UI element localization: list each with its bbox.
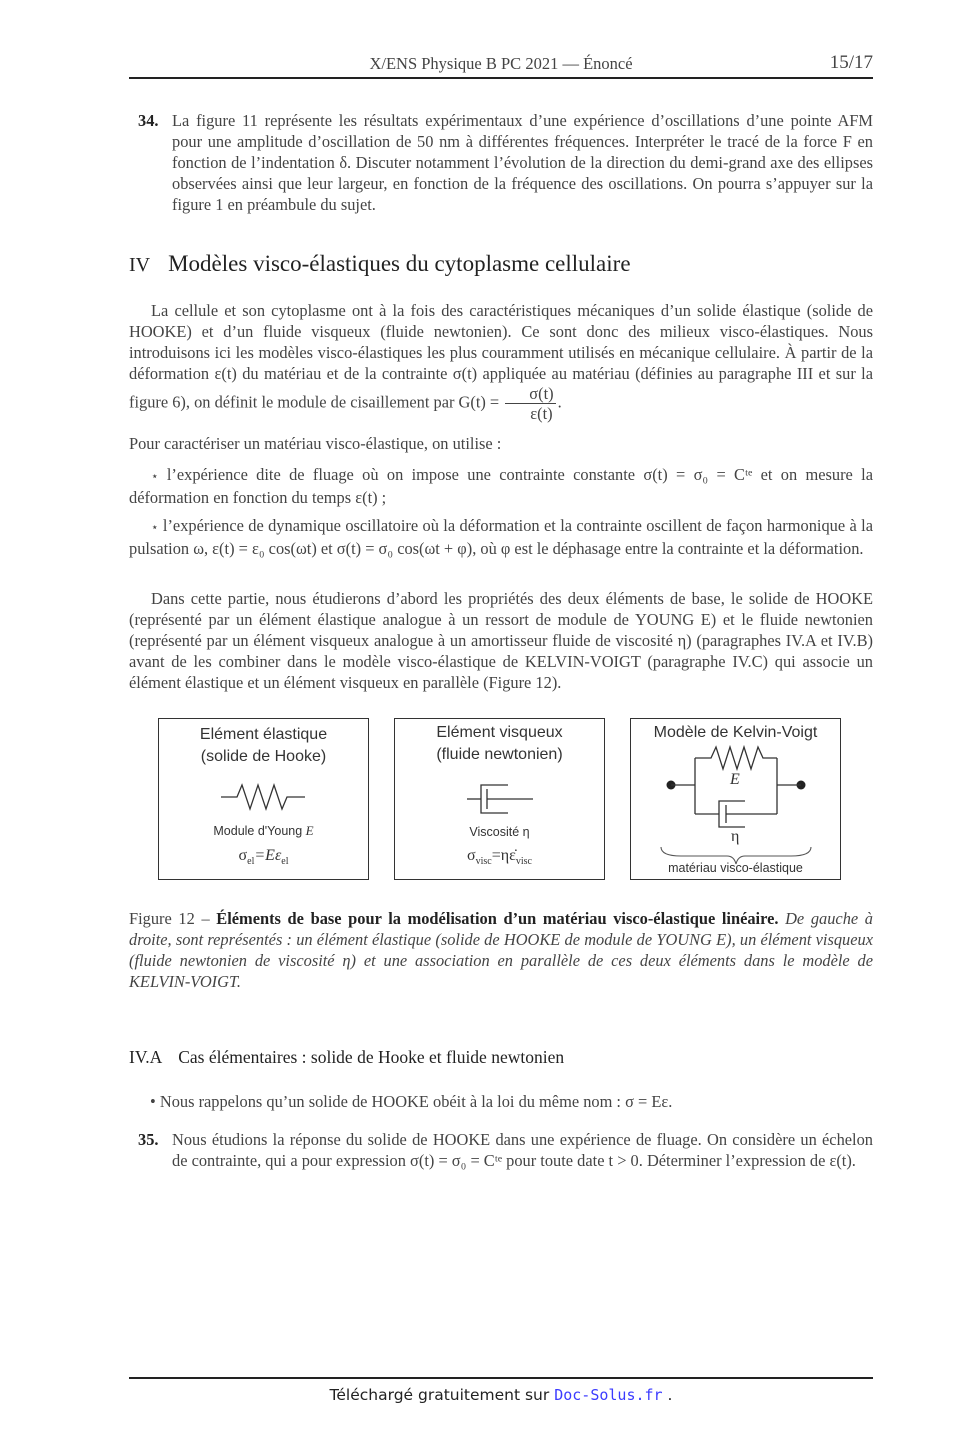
- shear-modulus-fraction: [505, 384, 555, 423]
- title-line-2: (solide de Hooke): [200, 748, 327, 765]
- eq-eps-sub: el: [281, 856, 289, 868]
- brace-label: matériau visco-élastique: [668, 861, 803, 875]
- figure-box-viscous: [394, 718, 605, 880]
- dans-cette-partie-paragraph: [129, 588, 873, 693]
- label-text: Module d'Young: [213, 824, 303, 838]
- question-35: [138, 1129, 873, 1171]
- section-title: Modèles visco-élastiques du cytoplasme cellulaire: [168, 251, 631, 276]
- footer-text: Téléchargé gratuitement sur: [329, 1386, 550, 1404]
- caption-title: Éléments de base pour la modélisation d’un matériau visco-élastique linéaire.: [216, 909, 779, 928]
- bullet-fluage: [129, 464, 873, 508]
- question-number: 35.: [138, 1130, 159, 1149]
- caption-prefix: Figure 12 –: [129, 909, 210, 928]
- eq-eps-sub: visc: [515, 856, 532, 868]
- young-modulus-label: [159, 823, 368, 839]
- intro-paragraph: [129, 300, 873, 423]
- running-header-title: X/ENS Physique B PC 2021 — Énoncé: [369, 54, 633, 73]
- title-line-1: Elément élastique: [199, 726, 328, 743]
- fraction-numerator: σ(t): [505, 384, 555, 404]
- intro-text: La cellule et son cytoplasme ont à la fois des caractéristiques mécaniques d’un solide élastique (solide de HOOKE) et d’un fluide visqueux (fluide newtonien). Ce sont donc des milieux visco-élastiques. Nous introduisons ici les modèles visco-élastiques les plus couramment utilisés en mécanique cellulaire. À partir de la déformation ε(t) du matériau et de la contrainte σ(t) appliquée au matériau (définies au paragraphe III et sur la figure 6), on définit le module de cisaillement par G(t) =: [129, 301, 873, 412]
- subsection-title: Cas élémentaires : solide de Hooke et fluide newtonien: [178, 1047, 565, 1067]
- bullet-text: Nous rappelons qu’un solide de HOOKE obéit à la loi du même nom : σ = Eε.: [159, 1092, 673, 1111]
- label-variable: E: [305, 823, 314, 838]
- star-bullet-icon: ⋆: [151, 469, 159, 483]
- subsection-heading: [129, 1047, 564, 1068]
- spring-icon: [695, 747, 777, 769]
- subsection-number: IV.A: [129, 1047, 163, 1067]
- figure-box-elastic: [158, 718, 369, 880]
- use-line: Pour caractériser un matériau visco-élastique, on utilise :: [129, 434, 502, 453]
- eq-sigma-sub: visc: [475, 856, 492, 868]
- section-heading: [129, 251, 631, 277]
- bullet-icon: •: [150, 1092, 156, 1111]
- footer: [129, 1386, 873, 1404]
- footer-suffix: .: [667, 1386, 673, 1404]
- header-rule: [129, 77, 873, 79]
- bullet-dynamique: [129, 515, 873, 559]
- box-title: Modèle de Kelvin-Voigt: [653, 724, 818, 741]
- eq-sigma: σ: [467, 847, 476, 864]
- hooke-law-bullet: [150, 1091, 870, 1112]
- doc-solus-link[interactable]: Doc-Solus.fr: [554, 1386, 663, 1404]
- eq-mid: =Eε: [254, 847, 282, 864]
- eq-mid: =ηε̇: [491, 847, 516, 864]
- question-text: Nous étudions la réponse du solide de HOOKE dans une expérience de fluage. On considère un échelon de contrainte, qui a pour expression σ(t) = σ₀ = Cᵗᵉ pour toute date t > 0. Déterminer l’expression de ε(t).: [172, 1130, 873, 1170]
- star-bullet-icon: ⋆: [151, 520, 159, 534]
- bullet-text: l’expérience dite de fluage où on impose une contrainte constante σ(t) = σ₀ = Cᵗᵉ et on mesure la déformation en fonction du temps ε(t) ;: [129, 465, 873, 507]
- spring-label: E: [730, 771, 740, 788]
- elastic-equation: [159, 847, 368, 867]
- fraction-denominator: ε(t): [530, 404, 553, 423]
- figure-caption: [129, 908, 873, 992]
- question-number: 34.: [138, 111, 159, 130]
- caption-description: De gauche à droite, sont représentés : un élément élastique (solide de HOOKE de module de YOUNG E), un élément visqueux (fluide newtonien de viscosité η) et une association en parallèle de ces deux éléments dans le modèle de KELVIN-VOIGT.: [129, 909, 873, 991]
- page-number: 15/17: [829, 52, 873, 73]
- question-34: [138, 110, 873, 215]
- eq-sigma: σ: [238, 847, 248, 864]
- question-text: La figure 11 représente les résultats expérimentaux d’une expérience d’oscillations d’une pointe AFM pour une amplitude d’oscillation de 50 nm à différentes fréquences. Interpréter le tracé de la force F en fonction de l’indentation δ. Discuter notamment l’évolution de la direction du demi-grand axe des ellipses observées ainsi que leur largeur, en fonction de la fréquence des oscillations. On pourra s’appuyer sur la figure 1 en préambule du sujet.: [172, 111, 873, 214]
- damper-label: η: [731, 828, 740, 845]
- title-line-2: (fluide newtonien): [436, 746, 563, 763]
- kelvin-voigt-circuit-icon: [631, 719, 842, 881]
- intro-period: .: [557, 392, 562, 412]
- figure-box-kelvin-voigt: [630, 718, 841, 880]
- viscous-equation: [395, 847, 604, 867]
- paragraph-text: Dans cette partie, nous étudierons d’abord les propriétés des deux éléments de base, le solide de HOOKE (représenté par un élément élastique analogue à un ressort de module de YOUNG E) et le fluide newtonien (représenté par un élément visqueux analogue à un amortisseur fluide de viscosité η) (paragraphes IV.A et IV.B) avant de les combiner dans le modèle visco-élastique de KELVIN-VOIGT (paragraphe IV.C) qui associe un élément élastique et un élément visqueux en parallèle (Figure 12).: [129, 589, 873, 692]
- bullet-text: l’expérience de dynamique oscillatoire où la déformation et la contrainte oscillent de façon harmonique à la pulsation ω, ε(t) = ε₀ cos(ωt) et σ(t) = σ₀ cos(ωt + φ), où φ est le déphasage entre la contrainte et la déformation.: [129, 516, 873, 558]
- eq-sigma-sub: el: [247, 856, 255, 868]
- section-number: IV: [129, 254, 151, 276]
- viscosity-label: Viscosité η: [469, 825, 530, 839]
- footer-rule: [129, 1377, 873, 1379]
- title-line-1: Elément visqueux: [436, 724, 563, 741]
